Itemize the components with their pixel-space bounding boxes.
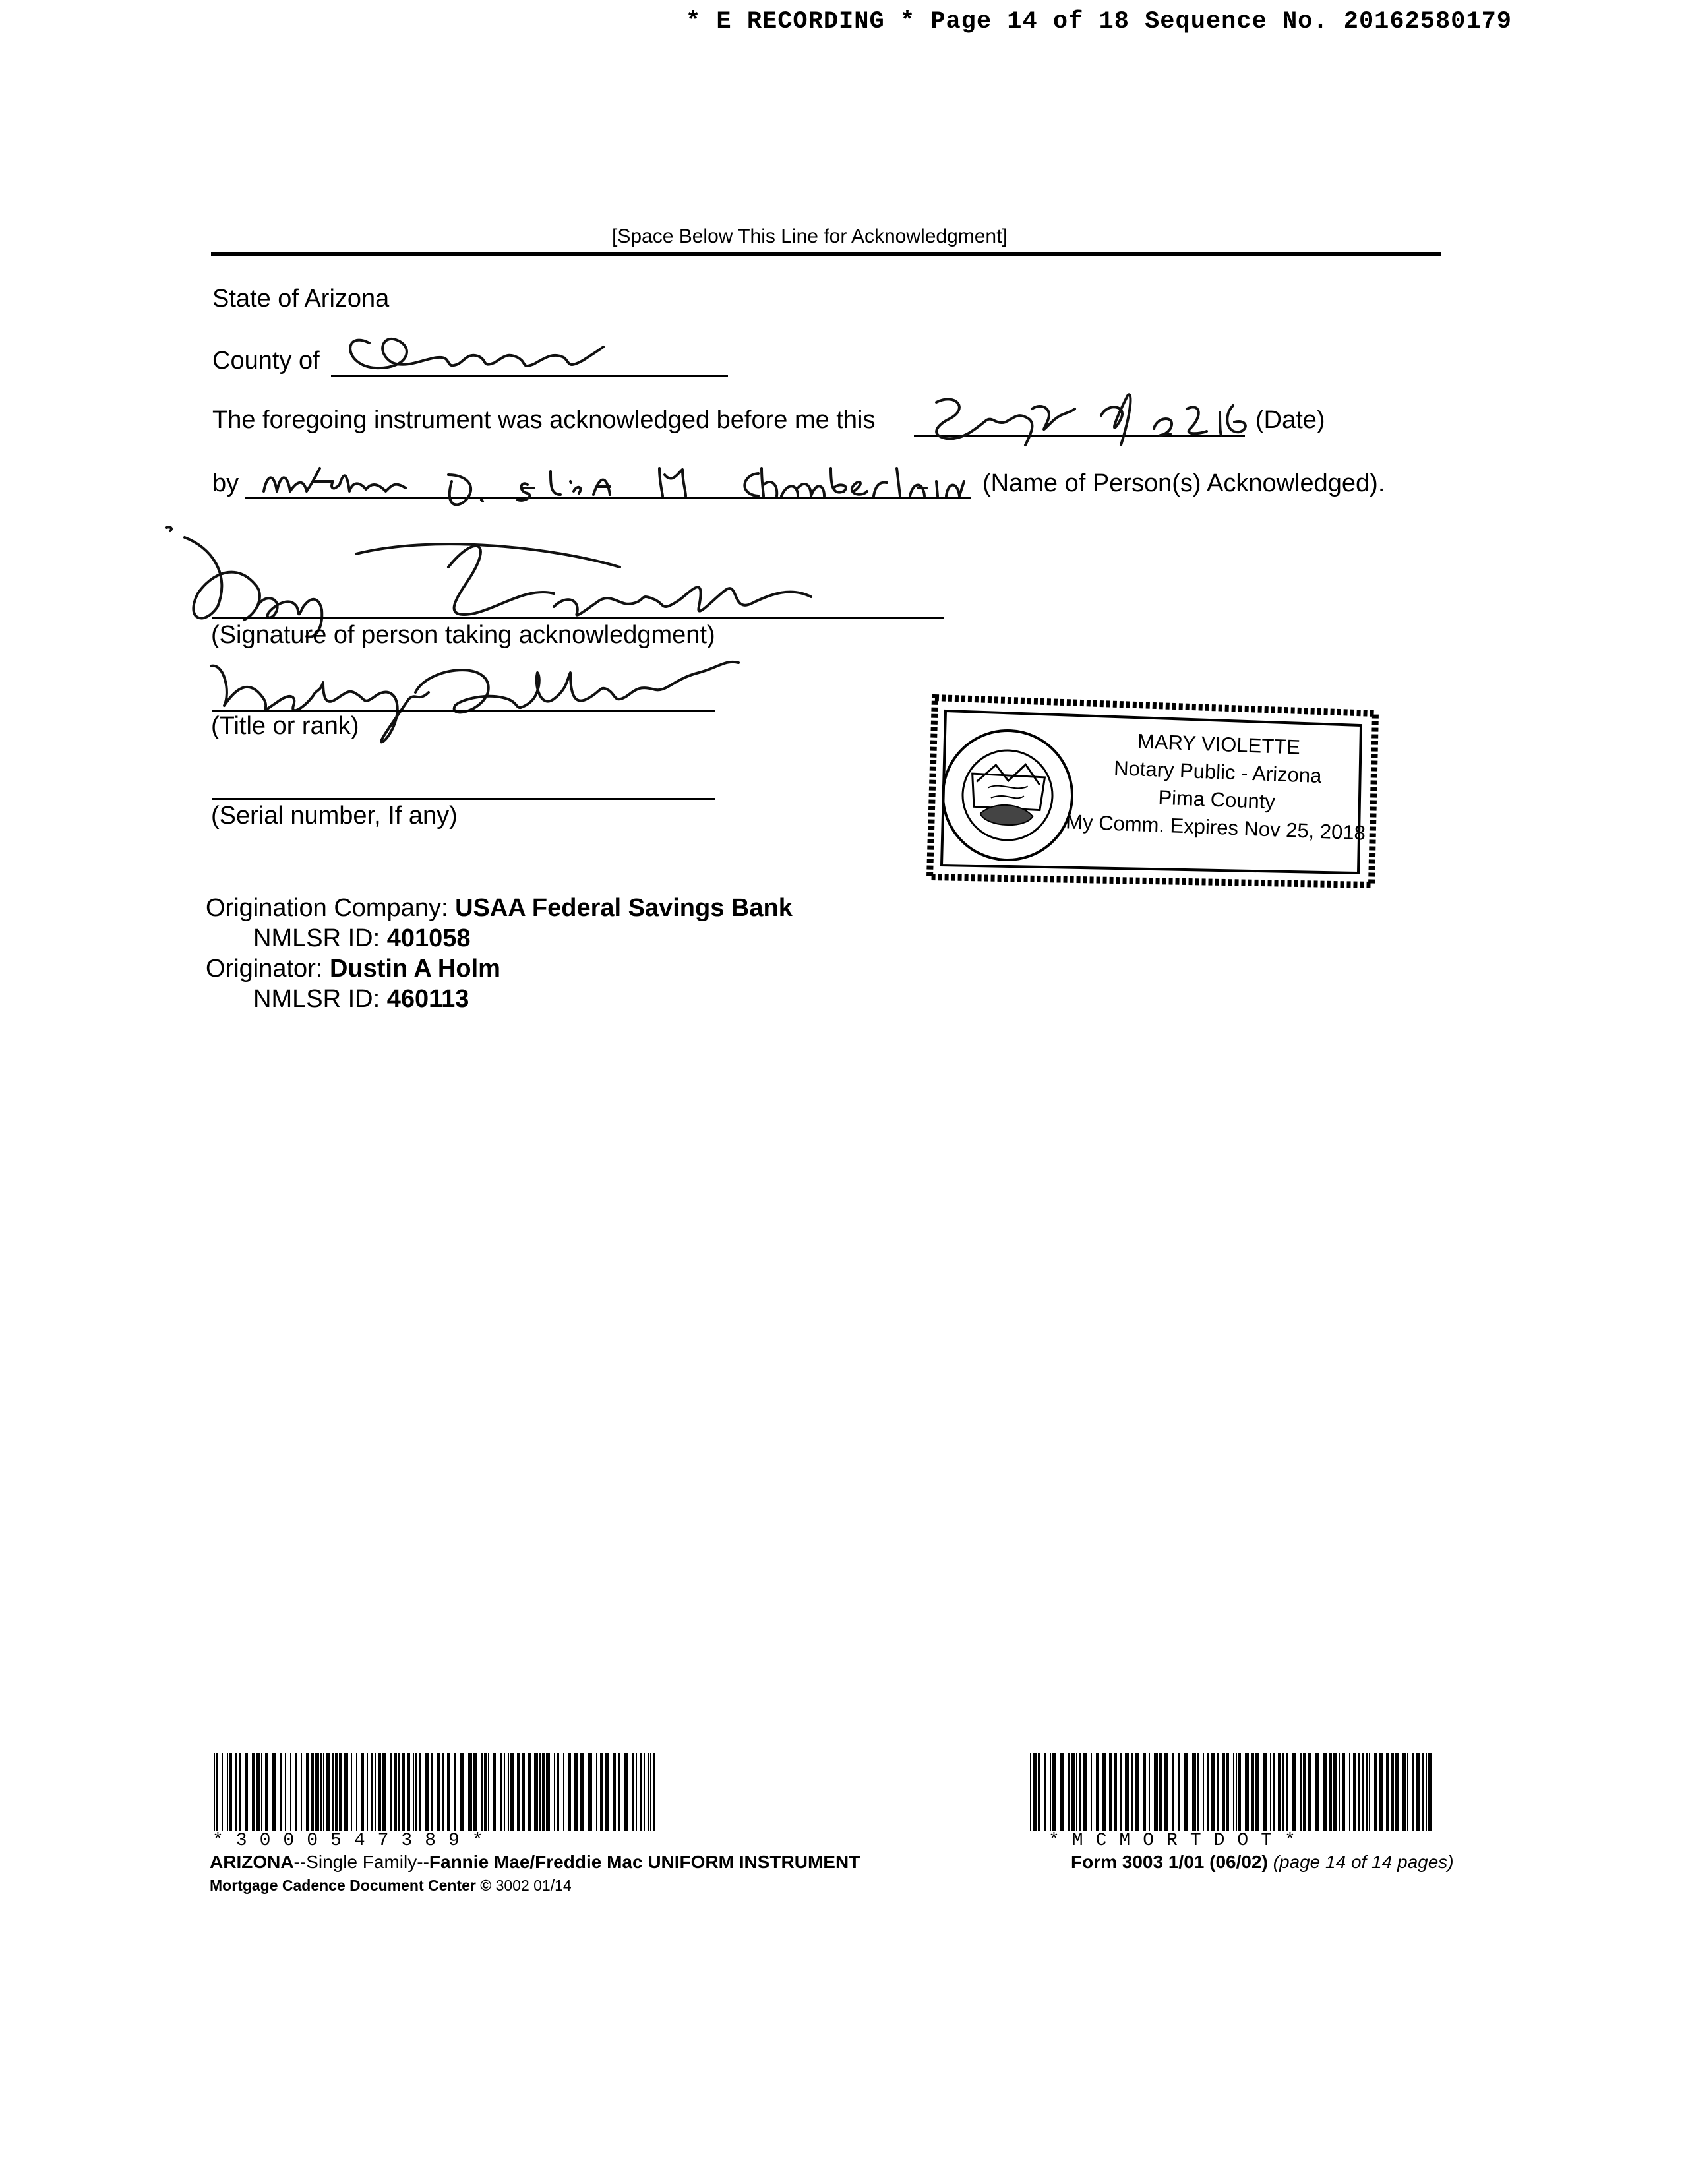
document-code: 3002 01/14 bbox=[495, 1877, 572, 1894]
acknowledgment-caption: [Space Below This Line for Acknowledgment] bbox=[612, 226, 1008, 247]
notary-name: MARY VIOLETTE bbox=[1137, 729, 1301, 759]
serial-label: (Serial number, If any) bbox=[211, 802, 458, 830]
notary-title-handwriting bbox=[198, 653, 765, 758]
originator-nmlsr bbox=[253, 985, 469, 1014]
originator-nmlsr-value: 460113 bbox=[386, 985, 469, 1013]
instrument-mid: --Single Family-- bbox=[293, 1852, 429, 1872]
originator-line bbox=[206, 955, 500, 983]
signature-label: (Signature of person taking acknowledgment) bbox=[211, 621, 715, 649]
right-barcode bbox=[1029, 1753, 1437, 1835]
instrument-rest: Fannie Mae/Freddie Mac UNIFORM INSTRUMENT bbox=[429, 1852, 860, 1872]
company-nmlsr-label: NMLSR ID: bbox=[253, 925, 380, 952]
notary-county: Pima County bbox=[1157, 785, 1276, 814]
instrument-state: ARIZONA bbox=[210, 1852, 294, 1872]
document-center: Mortgage Cadence Document Center © bbox=[210, 1877, 492, 1894]
notary-title: Notary Public - Arizona bbox=[1113, 756, 1323, 788]
originator-value: Dustin A Holm bbox=[329, 955, 500, 983]
signature-underline bbox=[212, 617, 944, 619]
recording-header: * E RECORDING * Page 14 of 18 Sequence No. 20162580179 bbox=[686, 8, 1512, 36]
originator-nmlsr-label: NMLSR ID: bbox=[253, 985, 380, 1013]
persons-label: (Name of Person(s) Acknowledged). bbox=[982, 470, 1385, 497]
form-line bbox=[1071, 1852, 1454, 1873]
instrument-line bbox=[210, 1852, 860, 1873]
notary-expiry: My Comm. Expires Nov 25, 2018 bbox=[1065, 810, 1366, 845]
serial-underline bbox=[212, 798, 715, 800]
document-center-line bbox=[210, 1877, 572, 1895]
right-barcode-text: *MCMORTDOT* bbox=[1048, 1831, 1308, 1851]
foregoing-text: The foregoing instrument was acknowledged before me this bbox=[212, 406, 876, 434]
origination-company-label: Origination Company: bbox=[206, 894, 448, 922]
left-barcode-text: *3000547389* bbox=[212, 1831, 496, 1851]
left-barcode bbox=[212, 1753, 661, 1835]
date-handwriting bbox=[910, 382, 1253, 455]
page-of: (page 14 of 14 pages) bbox=[1273, 1852, 1454, 1872]
origination-company-line bbox=[206, 894, 793, 923]
company-nmlsr-value: 401058 bbox=[386, 925, 471, 952]
origination-company-nmlsr bbox=[253, 925, 471, 953]
acknowledgment-divider bbox=[211, 252, 1441, 256]
title-label: (Title or rank) bbox=[211, 712, 359, 740]
notary-stamp bbox=[920, 688, 1387, 890]
form-label: Form 3003 1/01 (06/02) bbox=[1071, 1852, 1268, 1872]
county-handwriting bbox=[330, 317, 607, 382]
date-label: (Date) bbox=[1255, 406, 1325, 434]
origination-company-value: USAA Federal Savings Bank bbox=[455, 894, 793, 922]
state-line: State of Arizona bbox=[212, 285, 390, 313]
originator-label: Originator: bbox=[206, 955, 323, 983]
title-underline bbox=[212, 710, 715, 712]
persons-handwriting bbox=[251, 455, 969, 514]
county-label: County of bbox=[212, 347, 320, 375]
by-label: by bbox=[212, 470, 239, 497]
